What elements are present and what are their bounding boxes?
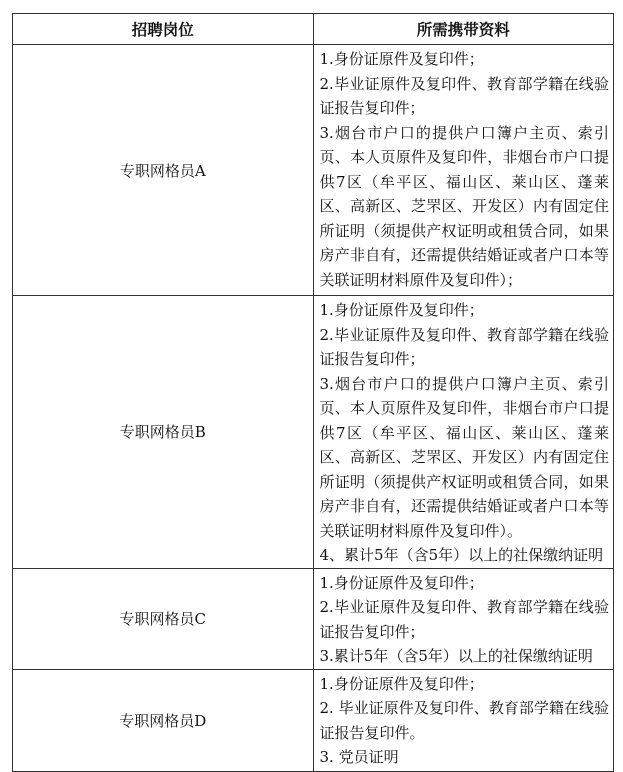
- materials-cell: [313, 296, 614, 569]
- header-row: [13, 14, 614, 45]
- list-item: 3.烟台市户口的提供户口簿户主页、索引页、本人页原件及复印件，非烟台市户口提供7区（牟平区、福山区、莱山区、蓬莱区、高新区、芝罘区、开发区）内有固定住所证明（须提供产权证明或租赁合同，如果房产非自有，还需提供结婚证或者户口本等关联证明材料原件及复印件）。: [319, 374, 609, 540]
- list-item: 1.身份证原件及复印件；: [319, 573, 484, 592]
- list-item: 2.毕业证原件及复印件、教育部学籍在线验证报告复印件；: [319, 325, 609, 368]
- position-cell: 专职网格员C: [13, 568, 314, 669]
- position-cell: 专职网格员B: [13, 296, 314, 569]
- list-item: 2. 毕业证原件及复印件、教育部学籍在线验证报告复印件。: [319, 699, 609, 742]
- list-item: 3.累计5年（含5年）以上的社保缴纳证明: [319, 647, 593, 665]
- table-row: [13, 669, 614, 771]
- requirements-table: [12, 13, 614, 772]
- table-row: [13, 296, 614, 569]
- list-item: 3.烟台市户口的提供户口簿户主页、索引页、本人页原件及复印件，非烟台市户口提供7区（牟平区、福山区、莱山区、蓬莱区、高新区、芝罘区、开发区）内有固定住所证明（须提供产权证明或租赁合同，如果房产非自有，还需提供结婚证或者户口本等关联证明材料原件及复印件）；: [319, 123, 609, 289]
- list-item: 1.身份证原件及复印件；: [319, 301, 484, 319]
- table-row: [13, 45, 614, 296]
- header-materials: 所需携带资料: [313, 14, 614, 45]
- table-row: [13, 568, 614, 669]
- list-item: 1.身份证原件及复印件；: [319, 674, 484, 693]
- position-cell: 专职网格员A: [13, 45, 314, 296]
- list-item: 3. 党员证明: [319, 748, 399, 766]
- position-cell: 专职网格员D: [13, 669, 314, 771]
- materials-cell: [313, 45, 614, 296]
- materials-cell: [313, 568, 614, 669]
- list-item: 4、累计5年（含5年）以上的社保缴纳证明: [319, 546, 604, 564]
- header-position: 招聘岗位: [13, 14, 314, 45]
- list-item: 2.毕业证原件及复印件、教育部学籍在线验证报告复印件；: [319, 598, 609, 641]
- materials-cell: [313, 669, 614, 771]
- list-item: 1.身份证原件及复印件；: [319, 50, 484, 68]
- list-item: 2.毕业证原件及复印件、教育部学籍在线验证报告复印件；: [319, 74, 609, 117]
